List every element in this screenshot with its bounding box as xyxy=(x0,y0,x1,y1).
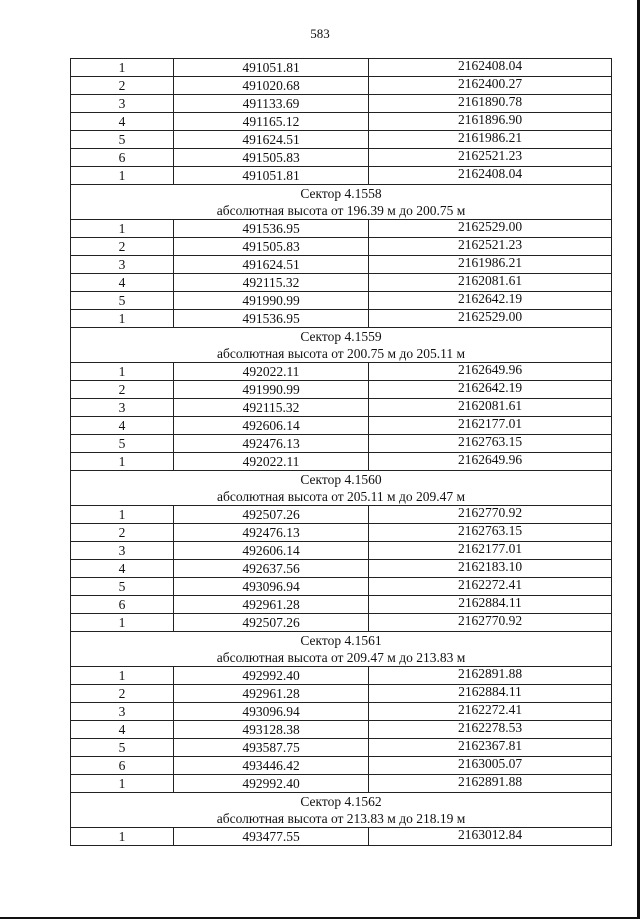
sector-title-row xyxy=(71,185,612,203)
point-number-cell: 3 xyxy=(71,399,174,417)
table-row xyxy=(71,131,612,149)
x-coordinate-cell: 491536.95 xyxy=(174,220,369,238)
point-number-cell: 4 xyxy=(71,417,174,435)
point-number-cell: 1 xyxy=(71,167,174,185)
sector-title-row xyxy=(71,328,612,346)
x-coordinate-cell: 491051.81 xyxy=(174,59,369,77)
point-number-cell: 4 xyxy=(71,560,174,578)
y-coordinate-cell: 2162884.11 xyxy=(369,685,612,703)
x-coordinate-cell: 491133.69 xyxy=(174,95,369,113)
table-row xyxy=(71,220,612,238)
point-number-cell: 1 xyxy=(71,220,174,238)
point-number-cell: 1 xyxy=(71,310,174,328)
y-coordinate-cell: 2161986.21 xyxy=(369,256,612,274)
table-row xyxy=(71,524,612,542)
x-coordinate-cell: 492476.13 xyxy=(174,524,369,542)
table-row xyxy=(71,167,612,185)
table-row xyxy=(71,453,612,471)
x-coordinate-cell: 492507.26 xyxy=(174,506,369,524)
sector-title: Сектор 4.1562 xyxy=(71,793,612,811)
x-coordinate-cell: 492115.32 xyxy=(174,274,369,292)
x-coordinate-cell: 492961.28 xyxy=(174,596,369,614)
x-coordinate-cell: 493096.94 xyxy=(174,703,369,721)
table-row xyxy=(71,59,612,77)
y-coordinate-cell: 2162521.23 xyxy=(369,149,612,167)
y-coordinate-cell: 2162521.23 xyxy=(369,238,612,256)
table-row xyxy=(71,417,612,435)
x-coordinate-cell: 493477.55 xyxy=(174,828,369,846)
point-number-cell: 1 xyxy=(71,667,174,685)
point-number-cell: 1 xyxy=(71,775,174,793)
point-number-cell: 3 xyxy=(71,703,174,721)
table-row xyxy=(71,775,612,793)
x-coordinate-cell: 491505.83 xyxy=(174,238,369,256)
table-row xyxy=(71,721,612,739)
x-coordinate-cell: 491536.95 xyxy=(174,310,369,328)
x-coordinate-cell: 492606.14 xyxy=(174,542,369,560)
y-coordinate-cell: 2162891.88 xyxy=(369,667,612,685)
table-row xyxy=(71,614,612,632)
table-row xyxy=(71,828,612,846)
table-row xyxy=(71,149,612,167)
point-number-cell: 4 xyxy=(71,721,174,739)
sector-altitude-row xyxy=(71,345,612,363)
y-coordinate-cell: 2162649.96 xyxy=(369,363,612,381)
point-number-cell: 3 xyxy=(71,95,174,113)
table-row xyxy=(71,560,612,578)
table-row xyxy=(71,274,612,292)
y-coordinate-cell: 2163005.07 xyxy=(369,757,612,775)
sector-altitude-row xyxy=(71,810,612,828)
point-number-cell: 5 xyxy=(71,435,174,453)
x-coordinate-cell: 493128.38 xyxy=(174,721,369,739)
point-number-cell: 2 xyxy=(71,381,174,399)
point-number-cell: 1 xyxy=(71,453,174,471)
sector-altitude-row xyxy=(71,488,612,506)
x-coordinate-cell: 492022.11 xyxy=(174,363,369,381)
y-coordinate-cell: 2162278.53 xyxy=(369,721,612,739)
sector-title-row xyxy=(71,793,612,811)
point-number-cell: 4 xyxy=(71,274,174,292)
table-row xyxy=(71,578,612,596)
y-coordinate-cell: 2161986.21 xyxy=(369,131,612,149)
point-number-cell: 2 xyxy=(71,238,174,256)
x-coordinate-cell: 492476.13 xyxy=(174,435,369,453)
x-coordinate-cell: 493587.75 xyxy=(174,739,369,757)
sector-title: Сектор 4.1561 xyxy=(71,632,612,650)
table-row xyxy=(71,542,612,560)
y-coordinate-cell: 2162400.27 xyxy=(369,77,612,95)
table-row xyxy=(71,596,612,614)
x-coordinate-cell: 491624.51 xyxy=(174,131,369,149)
point-number-cell: 3 xyxy=(71,542,174,560)
point-number-cell: 1 xyxy=(71,506,174,524)
y-coordinate-cell: 2162529.00 xyxy=(369,220,612,238)
x-coordinate-cell: 492637.56 xyxy=(174,560,369,578)
point-number-cell: 2 xyxy=(71,524,174,542)
sector-altitude-row xyxy=(71,649,612,667)
y-coordinate-cell: 2162642.19 xyxy=(369,381,612,399)
point-number-cell: 2 xyxy=(71,77,174,95)
table-row xyxy=(71,310,612,328)
x-coordinate-cell: 491051.81 xyxy=(174,167,369,185)
x-coordinate-cell: 492022.11 xyxy=(174,453,369,471)
x-coordinate-cell: 492507.26 xyxy=(174,614,369,632)
point-number-cell: 5 xyxy=(71,578,174,596)
y-coordinate-cell: 2162770.92 xyxy=(369,614,612,632)
sector-altitude-row xyxy=(71,202,612,220)
y-coordinate-cell: 2162770.92 xyxy=(369,506,612,524)
y-coordinate-cell: 2163012.84 xyxy=(369,828,612,846)
table-row xyxy=(71,435,612,453)
point-number-cell: 5 xyxy=(71,292,174,310)
point-number-cell: 6 xyxy=(71,149,174,167)
y-coordinate-cell: 2162272.41 xyxy=(369,578,612,596)
y-coordinate-cell: 2162763.15 xyxy=(369,435,612,453)
x-coordinate-cell: 492992.40 xyxy=(174,667,369,685)
y-coordinate-cell: 2161890.78 xyxy=(369,95,612,113)
x-coordinate-cell: 492961.28 xyxy=(174,685,369,703)
x-coordinate-cell: 492115.32 xyxy=(174,399,369,417)
x-coordinate-cell: 491020.68 xyxy=(174,77,369,95)
y-coordinate-cell: 2162529.00 xyxy=(369,310,612,328)
table-row xyxy=(71,256,612,274)
y-coordinate-cell: 2162177.01 xyxy=(369,542,612,560)
y-coordinate-cell: 2162367.81 xyxy=(369,739,612,757)
point-number-cell: 1 xyxy=(71,828,174,846)
sector-altitude: абсолютная высота от 209.47 м до 213.83 м xyxy=(71,649,612,667)
x-coordinate-cell: 493446.42 xyxy=(174,757,369,775)
sector-altitude: абсолютная высота от 200.75 м до 205.11 м xyxy=(71,345,612,363)
coordinates-table xyxy=(70,58,612,846)
table-row xyxy=(71,95,612,113)
point-number-cell: 4 xyxy=(71,113,174,131)
x-coordinate-cell: 492992.40 xyxy=(174,775,369,793)
coordinates-table-body xyxy=(71,59,612,846)
point-number-cell: 6 xyxy=(71,596,174,614)
y-coordinate-cell: 2162763.15 xyxy=(369,524,612,542)
y-coordinate-cell: 2162177.01 xyxy=(369,417,612,435)
point-number-cell: 1 xyxy=(71,363,174,381)
sector-altitude: абсолютная высота от 213.83 м до 218.19 м xyxy=(71,810,612,828)
table-row xyxy=(71,292,612,310)
y-coordinate-cell: 2162183.10 xyxy=(369,560,612,578)
y-coordinate-cell: 2161896.90 xyxy=(369,113,612,131)
y-coordinate-cell: 2162891.88 xyxy=(369,775,612,793)
table-row xyxy=(71,757,612,775)
table-row xyxy=(71,113,612,131)
sector-title: Сектор 4.1559 xyxy=(71,328,612,346)
table-row xyxy=(71,77,612,95)
y-coordinate-cell: 2162272.41 xyxy=(369,703,612,721)
table-row xyxy=(71,506,612,524)
sector-title: Сектор 4.1560 xyxy=(71,471,612,489)
table-row xyxy=(71,703,612,721)
x-coordinate-cell: 491990.99 xyxy=(174,381,369,399)
point-number-cell: 5 xyxy=(71,739,174,757)
sector-altitude: абсолютная высота от 205.11 м до 209.47 м xyxy=(71,488,612,506)
table-row xyxy=(71,381,612,399)
x-coordinate-cell: 491990.99 xyxy=(174,292,369,310)
sector-title: Сектор 4.1558 xyxy=(71,185,612,203)
table-row xyxy=(71,739,612,757)
x-coordinate-cell: 491624.51 xyxy=(174,256,369,274)
point-number-cell: 1 xyxy=(71,614,174,632)
point-number-cell: 1 xyxy=(71,59,174,77)
x-coordinate-cell: 491165.12 xyxy=(174,113,369,131)
point-number-cell: 2 xyxy=(71,685,174,703)
point-number-cell: 5 xyxy=(71,131,174,149)
y-coordinate-cell: 2162649.96 xyxy=(369,453,612,471)
page-number: 583 xyxy=(310,26,330,41)
x-coordinate-cell: 491505.83 xyxy=(174,149,369,167)
table-row xyxy=(71,667,612,685)
y-coordinate-cell: 2162884.11 xyxy=(369,596,612,614)
y-coordinate-cell: 2162642.19 xyxy=(369,292,612,310)
x-coordinate-cell: 492606.14 xyxy=(174,417,369,435)
y-coordinate-cell: 2162081.61 xyxy=(369,399,612,417)
table-row xyxy=(71,363,612,381)
table-row xyxy=(71,685,612,703)
y-coordinate-cell: 2162081.61 xyxy=(369,274,612,292)
table-row xyxy=(71,238,612,256)
y-coordinate-cell: 2162408.04 xyxy=(369,59,612,77)
x-coordinate-cell: 493096.94 xyxy=(174,578,369,596)
sector-title-row xyxy=(71,471,612,489)
sector-title-row xyxy=(71,632,612,650)
point-number-cell: 3 xyxy=(71,256,174,274)
sector-altitude: абсолютная высота от 196.39 м до 200.75 м xyxy=(71,202,612,220)
point-number-cell: 6 xyxy=(71,757,174,775)
table-row xyxy=(71,399,612,417)
y-coordinate-cell: 2162408.04 xyxy=(369,167,612,185)
